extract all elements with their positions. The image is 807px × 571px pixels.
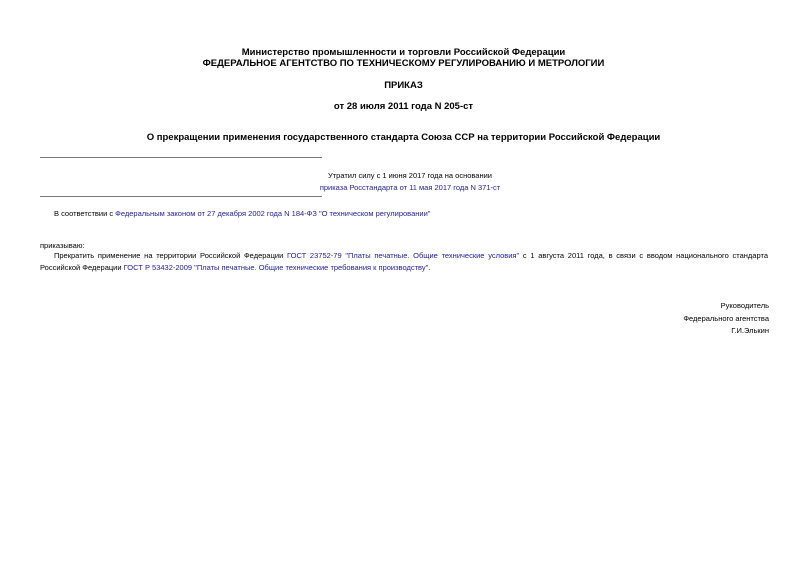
signature-block (683, 300, 769, 338)
bottom-divider (40, 196, 322, 197)
ministry-name: Министерство промышленности и торговли Российской Федерации (241, 47, 566, 58)
signer-position: Руководитель (720, 301, 769, 310)
order-paragraph: Прекратить применение на территории Российской Федерации ГОСТ 23752-79 "Платы печатные. Общие технические условия" с 1 августа 2011 года, в связи с вводом национального стандарта Российской Федерации ГОСТ Р 53432-2009 "Платы печатные. Общие технические требования к производству". (40, 251, 768, 272)
command-word: приказываю: (40, 241, 85, 250)
status-note (40, 170, 780, 194)
gost-23752-link[interactable]: ГОСТ 23752-79 "Платы печатные. Общие технические условия" (286, 251, 520, 260)
status-note-text: Утратил силу с 1 июня 2017 года на основании (327, 171, 492, 180)
federal-law-link[interactable]: Федеральным законом от 27 декабря 2002 года N 184-ФЗ "О техническом регулировании" (115, 209, 431, 218)
signer-agency: Федерального агентства (683, 313, 769, 323)
repeal-order-link[interactable]: приказа Росстандарта от 11 мая 2017 года N 371-ст (319, 183, 501, 192)
gost-r-53432-link[interactable]: ГОСТ Р 53432-2009 "Платы печатные. Общие технические требования к производству" (123, 263, 429, 272)
basis-paragraph: В соответствии с Федеральным законом от 27 декабря 2002 года N 184-ФЗ "О техническом регулировании" (54, 209, 431, 218)
signer-name: Г.И.Элькин (731, 326, 769, 335)
document-date: от 28 июля 2011 года N 205-ст (333, 101, 474, 112)
document-title: О прекращении применения государственного стандарта Союза ССР на территории Российской Федерации (146, 132, 661, 143)
document-type: ПРИКАЗ (384, 80, 423, 91)
agency-name: ФЕДЕРАЛЬНОЕ АГЕНТСТВО ПО ТЕХНИЧЕСКОМУ РЕГУЛИРОВАНИЮ И МЕТРОЛОГИИ (202, 58, 605, 69)
top-divider (40, 157, 322, 158)
